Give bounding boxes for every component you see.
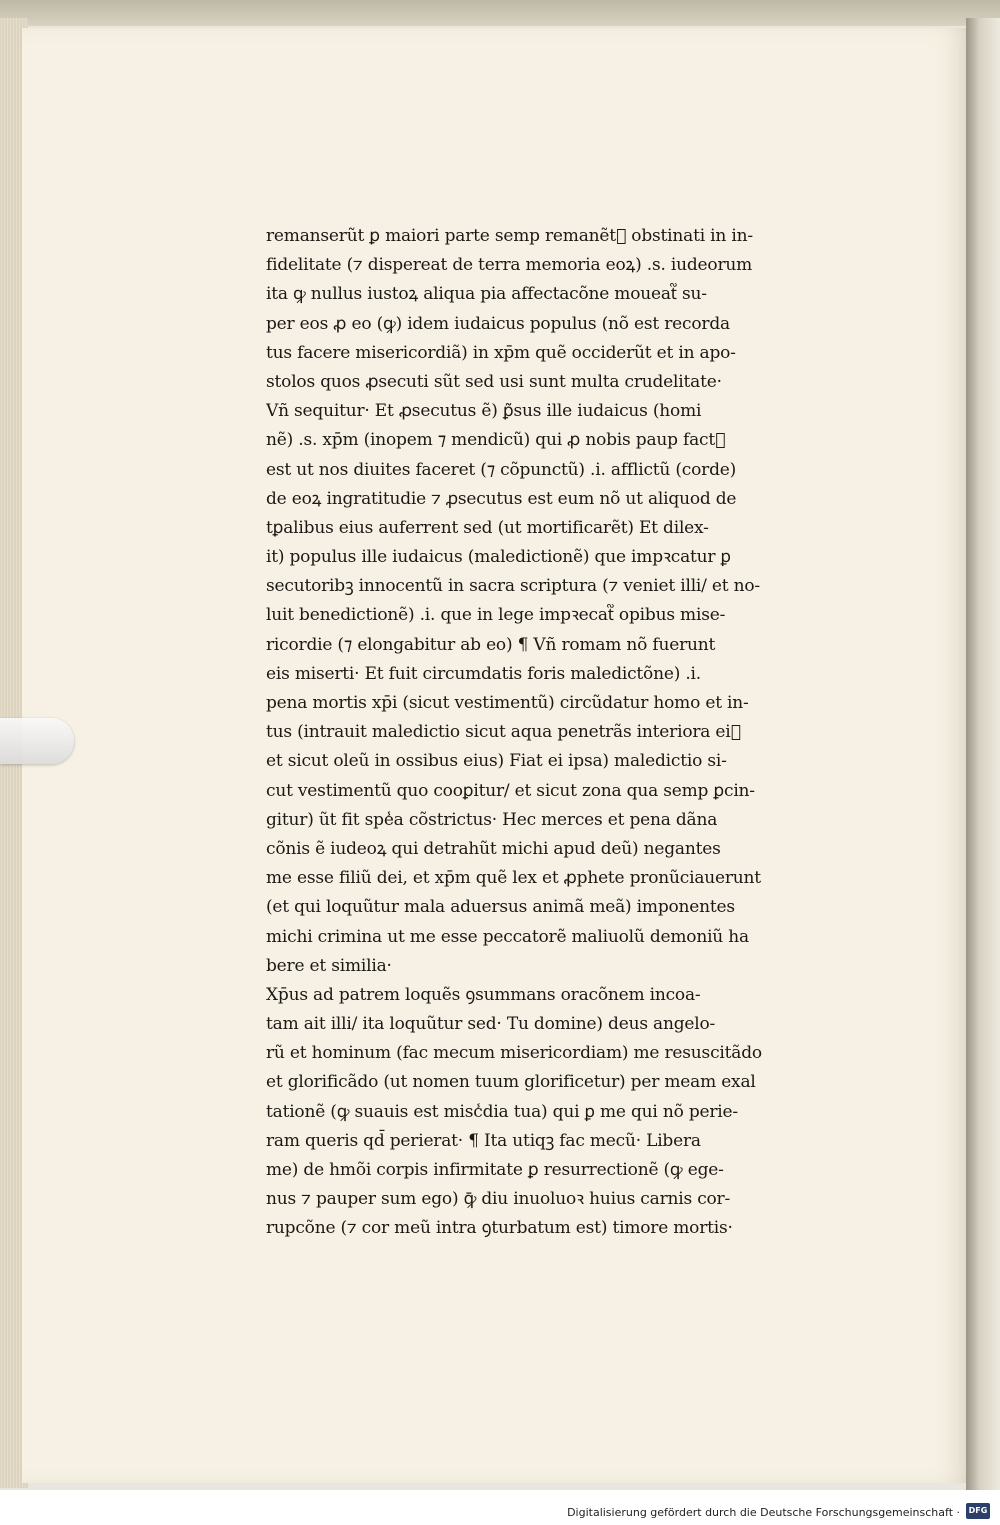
text-line: et glorificãdo (ut nomen tuum glorificetur) per meam exal	[266, 1072, 756, 1093]
text-line: nẽ) .s. xp̄m (inopem ⁊ mendicũ) qui ꝓ nobis paup fact᷒	[266, 430, 726, 451]
text-line: tus (intrauit maledictio sicut aqua penetrãs interiora ei᷒	[266, 722, 741, 743]
text-line: pena mortis xp̄i (sicut vestimentũ) circũdatur homo et in-	[266, 693, 749, 713]
text-line: rũ et hominum (fac mecum misericordiam) me resuscitãdo	[266, 1043, 762, 1064]
text-line: stolos quos ꝓsecuti sũt sed usi sunt multa crudelitate·	[266, 371, 722, 392]
text-line: Xp̄us ad patrem loquẽs ꝯsummans oracõnem incoa-	[266, 984, 701, 1005]
dfg-logo[interactable]: DFG	[966, 1503, 990, 1519]
text-line: cut vestimentũ quo cooꝑitur/ et sicut zona qua semp ꝑcin-	[266, 780, 755, 801]
text-line: fidelitate (⁊ dispereat de terra memoria eoꝝ) .s. iudeorum	[266, 255, 753, 276]
text-line: eis miserti· Et fuit circumdatis foris maledictõne) .i.	[266, 663, 701, 684]
text-line: ita ꝙ nullus iustoꝝ aliqua pia affectacõne moueat᷑ su-	[266, 284, 707, 305]
text-line: (et qui loquũtur mala aduersus animã meã) imponentes	[266, 897, 735, 918]
text-line: tus facere misericordiã) in xp̄m quẽ occiderũt et in apo-	[266, 342, 736, 363]
text-line: tꝑalibus eius auferrent sed (ut mortificarẽt) Et dilex-	[266, 517, 709, 538]
text-line: gitur) ũt fit spe̾a cõstrictus· Hec merces et pena dãna	[266, 809, 718, 830]
book-gutter	[966, 18, 1000, 1493]
text-line: rupcõne (⁊ cor meũ intra ꝯturbatum est) timore mortis·	[266, 1218, 733, 1239]
text-line: tam ait illi/ ita loquũtur sed· Tu domine) deus angelo-	[266, 1014, 716, 1035]
book-top-edge	[0, 0, 1000, 26]
text-line: est ut nos diuites faceret (⁊ cõpunctũ) .i. afflictũ (corde)	[266, 459, 737, 480]
text-line: michi crimina ut me esse peccatorẽ maliuolũ demoniũ ha	[266, 926, 749, 947]
text-line: per eos ꝓ eo (ꝙ) idem iudaicus populus (nõ est recorda	[266, 313, 730, 334]
text-line: et sicut oleũ in ossibus eius) Fiat ei ipsa) maledictio si-	[266, 751, 727, 772]
bookmark-tab[interactable]	[0, 718, 74, 764]
text-line: Vñ sequitur· Et ꝓsecutus ẽ) ꝑ͂sus ille iudaicus (homi	[266, 401, 702, 422]
manuscript-text-block	[266, 222, 831, 1244]
text-line: tationẽ (ꝙ suauis est misc̾dia tua) qui ꝑ me qui nõ perie-	[266, 1101, 738, 1122]
text-line: bere et similia·	[266, 955, 392, 976]
text-line: me) de hmõi corpis infirmitate ꝑ resurrectionẽ (ꝙ ege-	[266, 1160, 724, 1180]
text-line: ricordie (⁊ elongabitur ab eo) ¶ Vñ romam nõ fuerunt	[266, 634, 716, 655]
text-line: ram queris qd̄ perierat· ¶ Ita utiqꝫ fac mecũ· Libera	[266, 1130, 701, 1151]
text-line: cõnis ẽ iudeoꝝ qui detrahũt michi apud deũ) negantes	[266, 838, 721, 859]
text-line: de eoꝝ ingratitudie ⁊ ꝓsecutus est eum nõ ut aliquod de	[266, 488, 737, 509]
text-line: secutoribꝫ innocentũ in sacra scriptura (⁊ veniet illi/ et no-	[266, 576, 760, 597]
text-line: remanserũt ꝑ maiori parte semp remanẽt᷑ obstinati in in-	[266, 226, 753, 246]
text-line: luit benedictionẽ) .i. que in lege impꝛecat᷑ opibus mise-	[266, 605, 726, 626]
text-line: me esse filiũ dei, et xp̄m quẽ lex et ꝓphete pronũciauerunt	[266, 868, 761, 889]
funding-note: Digitalisierung gefördert durch die Deutsche Forschungsgemeinschaft ·	[567, 1506, 960, 1519]
text-line: it) populus ille iudaicus (maledictionẽ) que impꝛcatur ꝑ	[266, 547, 731, 568]
text-line: nus ⁊ pauper sum ego) ꝙ̄ diu inuoluoꝛ huius carnis cor-	[266, 1189, 731, 1210]
